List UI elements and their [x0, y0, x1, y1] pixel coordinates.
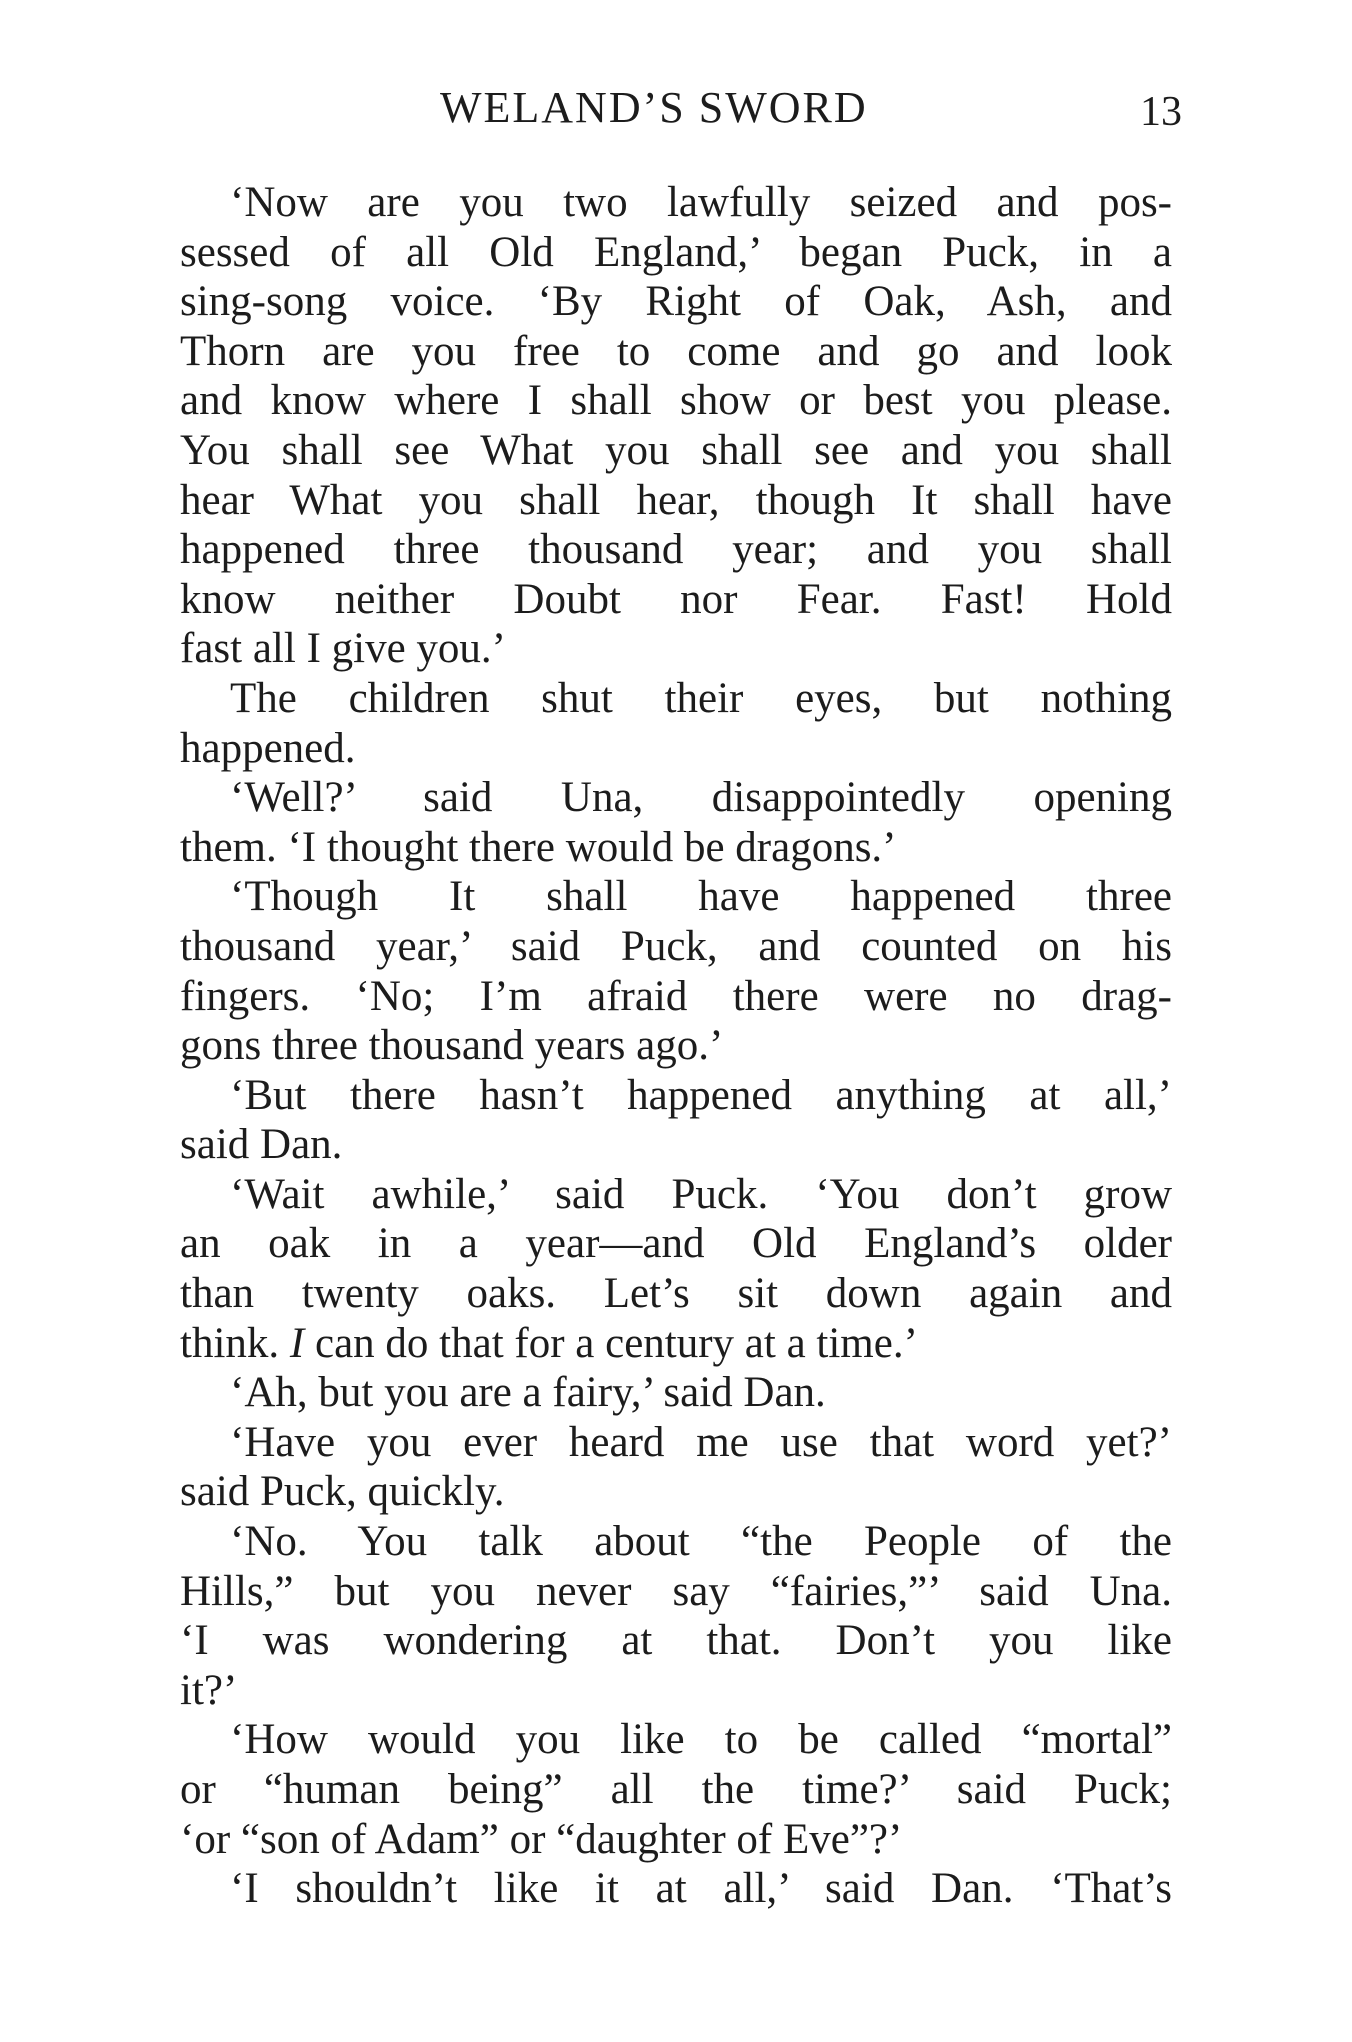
text-line: and know where I shall show or best you please.: [180, 377, 1172, 425]
text-line: ‘I shouldn’t like it at all,’ said Dan. ‘That’s: [230, 1865, 1172, 1913]
text-line: Hills,” but you never say “fairies,”’ said Una.: [180, 1567, 1172, 1615]
text-line: think. I can do that for a century at a time.’: [180, 1319, 918, 1367]
text-line: thousand year,’ said Puck, and counted on his: [180, 922, 1172, 970]
text-line: or “human being” all the time?’ said Puck;: [180, 1766, 1172, 1813]
page-number: 13: [1140, 89, 1182, 135]
text-line: hear What you shall hear, though It shall have: [180, 476, 1172, 524]
emphasis: I: [289, 1319, 305, 1367]
text-line: gons three thousand years ago.’: [180, 1022, 724, 1070]
text-line: You shall see What you shall see and you shall: [180, 426, 1172, 474]
running-head: [180, 78, 1180, 138]
text-line: ‘I was wondering at that. Don’t you like: [180, 1617, 1172, 1665]
text-line: fingers. ‘No; I’m afraid there were no drag-: [180, 972, 1172, 1020]
text-line: them. ‘I thought there would be dragons.’: [180, 823, 897, 871]
text-line: happened three thousand year; and you shall: [180, 526, 1172, 574]
text-line: fast all I give you.’: [180, 625, 506, 673]
text-line: Thorn are you free to come and go and look: [180, 327, 1172, 375]
text-line: an oak in a year—and Old England’s older: [180, 1220, 1172, 1268]
text-line: sessed of all Old England,’ began Puck, in a: [180, 228, 1172, 276]
text-line: ‘Well?’ said Una, disappointedly opening: [230, 774, 1172, 822]
text-line: happened.: [180, 724, 356, 772]
text-line: ‘Now are you two lawfully seized and pos-: [230, 179, 1172, 226]
text-line: than twenty oaks. Let’s sit down again and: [180, 1270, 1172, 1318]
text-line: The children shut their eyes, but nothing: [230, 674, 1172, 722]
text-line: know neither Doubt nor Fear. Fast! Hold: [180, 575, 1172, 623]
text-line: ‘or “son of Adam” or “daughter of Eve”?’: [180, 1815, 903, 1863]
text-line: ‘Ah, but you are a fairy,’ said Dan.: [230, 1369, 826, 1417]
body-text: [180, 178, 1172, 1914]
text-line: sing-song voice. ‘By Right of Oak, Ash, and: [180, 278, 1172, 326]
text-line: ‘Wait awhile,’ said Puck. ‘You don’t grow: [230, 1170, 1172, 1218]
text-line: said Puck, quickly.: [180, 1468, 505, 1516]
text-line: it?’: [180, 1666, 238, 1714]
text-line: ‘No. You talk about “the People of the: [230, 1518, 1172, 1566]
text-line: ‘How would you like to be called “mortal”: [230, 1716, 1172, 1764]
running-title: WELAND’S SWORD: [440, 83, 868, 132]
text-line: ‘But there hasn’t happened anything at all,’: [230, 1071, 1172, 1119]
text-line: said Dan.: [180, 1121, 343, 1169]
text-line: ‘Though It shall have happened three: [230, 873, 1172, 921]
text-line: ‘Have you ever heard me use that word yet?’: [230, 1418, 1172, 1466]
